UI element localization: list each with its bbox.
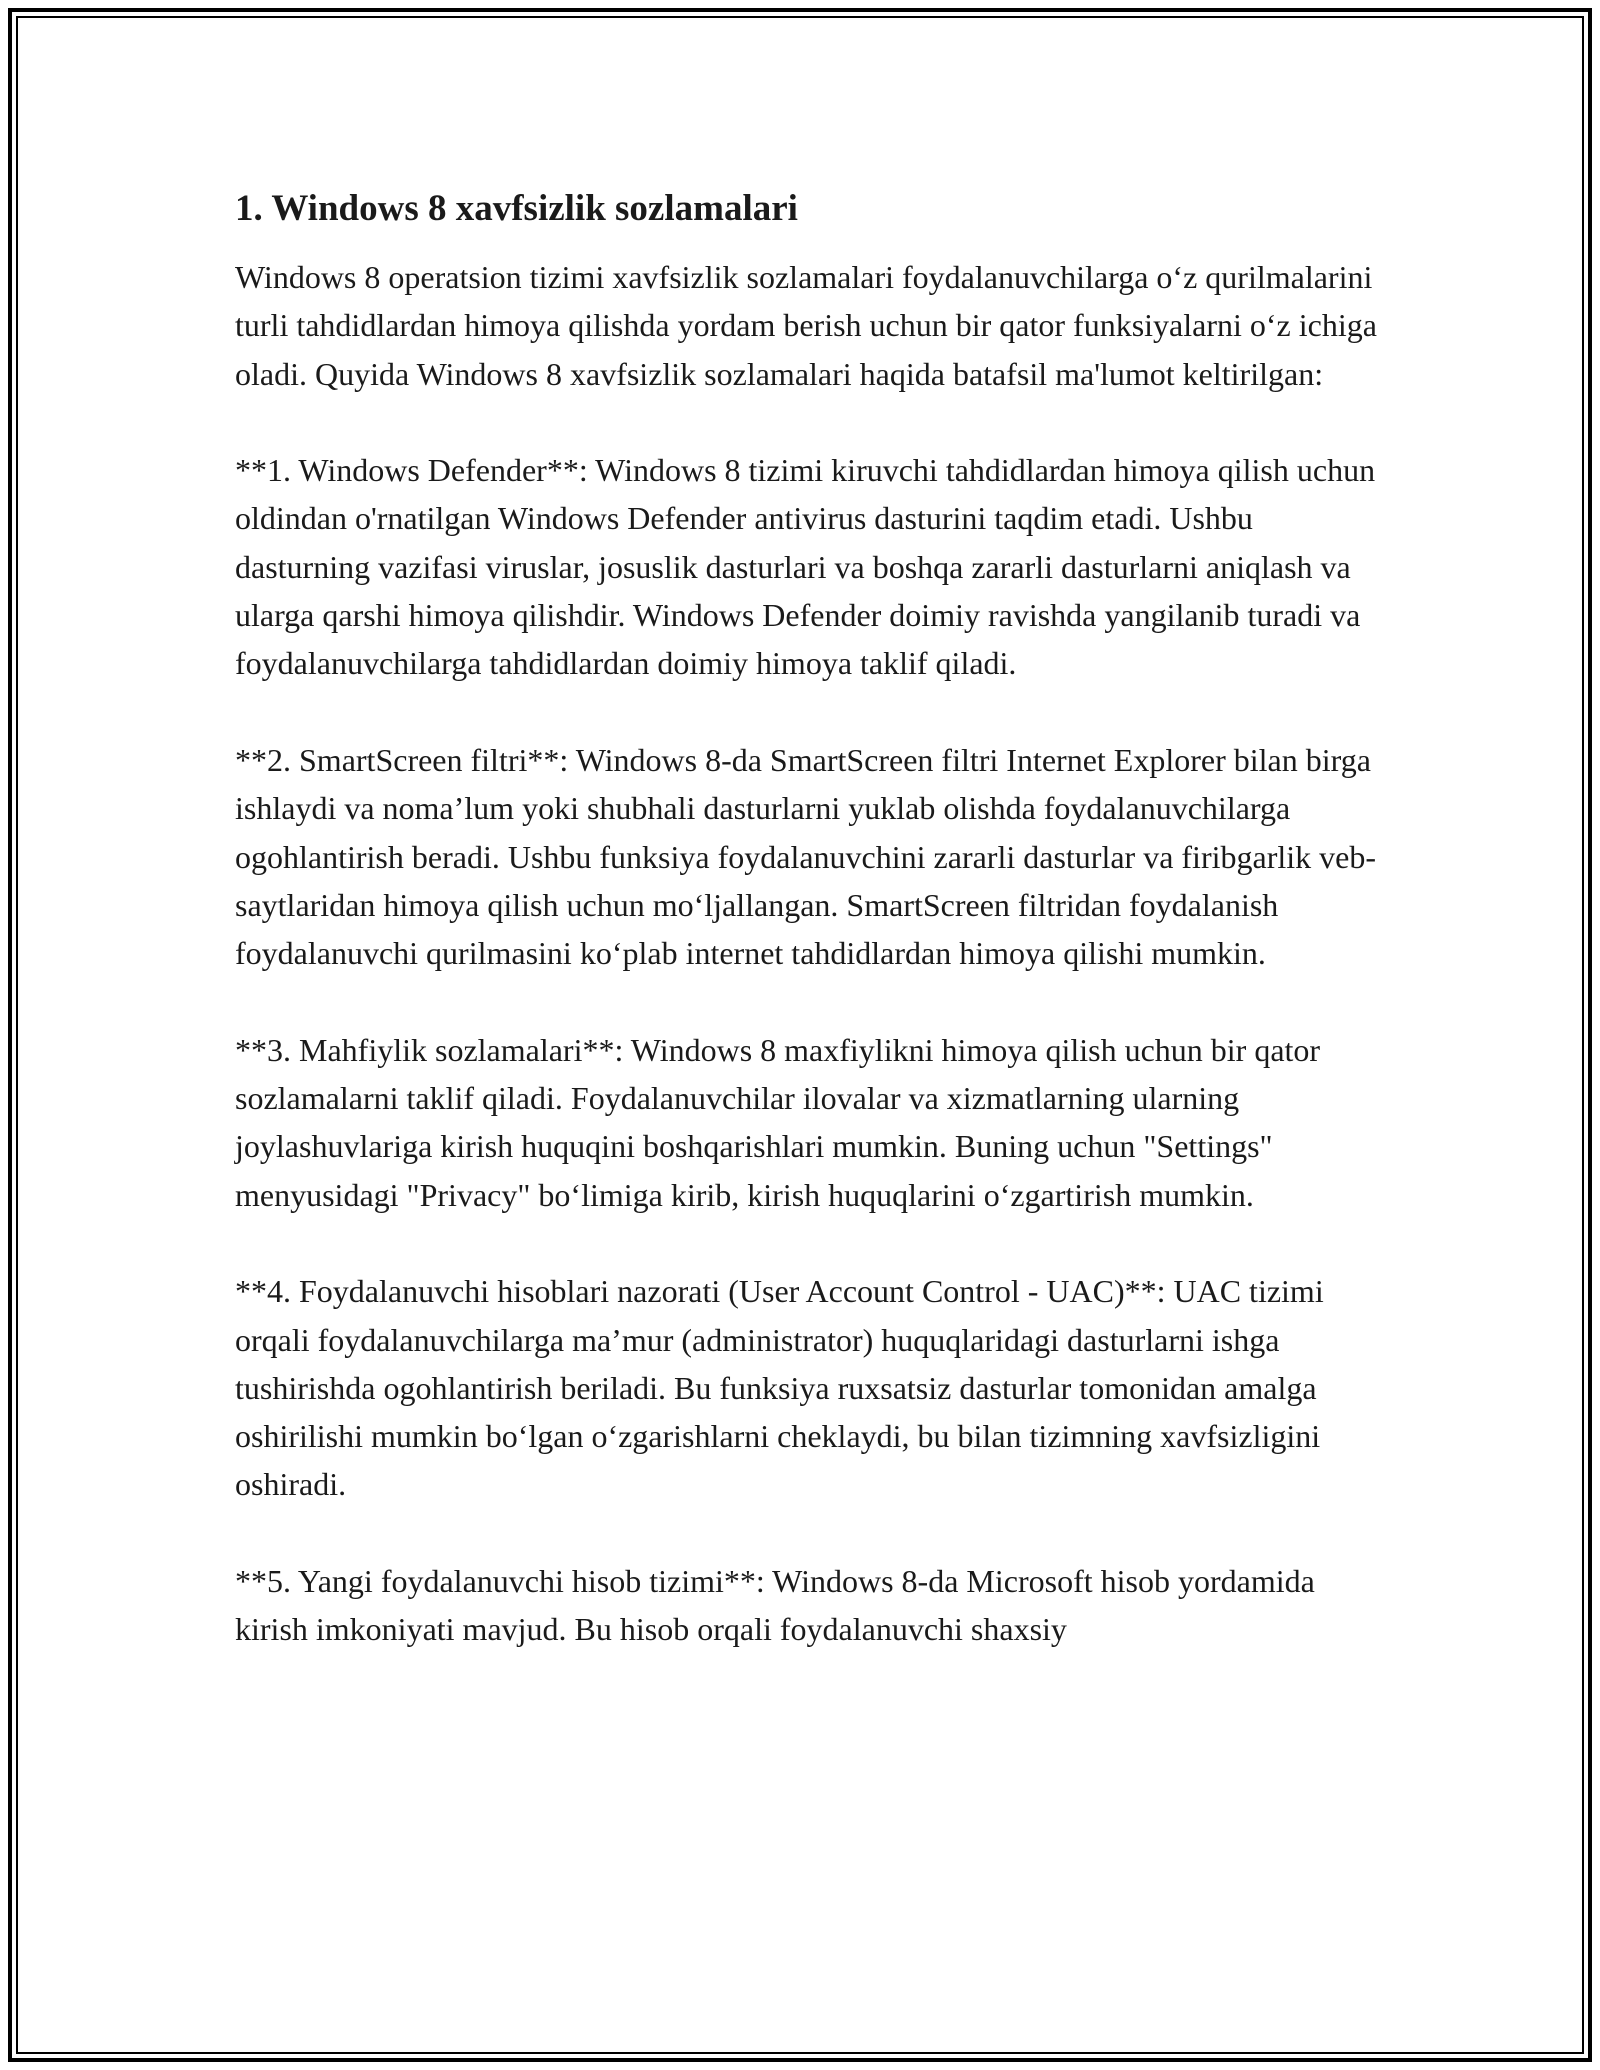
- document-heading: 1. Windows 8 xavfsizlik sozlamalari: [235, 188, 798, 229]
- privacy-settings-paragraph: **3. Mahfiylik sozlamalari**: Windows 8 maxfiylikni himoya qilish uchun bir qator sozlamalarni taklif qiladi. Foydalanuvchilar ilovalar va xizmatlarning ularning joylashuvlariga kirish huquqini boshqarishlari mumkin. Buning uchun "Settings" menyusidagi "Privacy" bo‘limiga kirib, kirish huquqlarini o‘zgartirish mumkin.: [235, 1031, 1321, 1213]
- microsoft-account-paragraph: **5. Yangi foydalanuvchi hisob tizimi**: Windows 8-da Microsoft hisob yordamida kirish imkoniyati mavjud. Bu hisob orqali foydalanuvchi shaxsiy: [235, 1563, 1315, 1648]
- smartscreen-paragraph: **2. SmartScreen filtri**: Windows 8-da SmartScreen filtri Internet Explorer bilan birga ishlaydi va noma’lum yoki shubhali dasturlarni yuklab olishda foydalanuvchilarga ogohlantirish beradi. Ushbu funksiya foydalanuvchini zararli dasturlar va firibgarlik veb-saytlaridan himoya qilish uchun mo‘ljallangan. SmartScreen filtridan foydalanish foydalanuvchi qurilmasini ko‘plab internet tahdidlardan himoya qilishi mumkin.: [235, 741, 1376, 972]
- uac-paragraph: **4. Foydalanuvchi hisoblari nazorati (User Account Control - UAC)**: UAC tizimi orqali foydalanuvchilarga ma’mur (administrator) huquqlaridagi dasturlarni ishga tushirishda ogohlantirish beriladi. Bu funksiya ruxsatsiz dasturlar tomonidan amalga oshirilishi mumkin bo‘lgan o‘zgarishlarni cheklaydi, bu bilan tizimning xavfsizligini oshiradi.: [235, 1273, 1324, 1503]
- document-body: [235, 185, 1380, 1702]
- windows-defender-paragraph: **1. Windows Defender**: Windows 8 tizimi kiruvchi tahdidlardan himoya qilish uchun oldindan o'rnatilgan Windows Defender antivirus dasturini taqdim etadi. Ushbu dasturning vazifasi viruslar, josuslik dasturlari va boshqa zararli dasturlarni aniqlash va ularga qarshi himoya qilishdir. Windows Defender doimiy ravishda yangilanib turadi va foydalanuvchilarga tahdidlardan doimiy himoya taklif qiladi.: [235, 452, 1376, 682]
- intro-paragraph: Windows 8 operatsion tizimi xavfsizlik sozlamalari foydalanuvchilarga o‘z qurilmalarini turli tahdidlardan himoya qilishda yordam berish uchun bir qator funksiyalarni o‘z ichiga oladi. Quyida Windows 8 xavfsizlik sozlamalari haqida batafsil ma'lumot keltirilgan:: [235, 259, 1377, 392]
